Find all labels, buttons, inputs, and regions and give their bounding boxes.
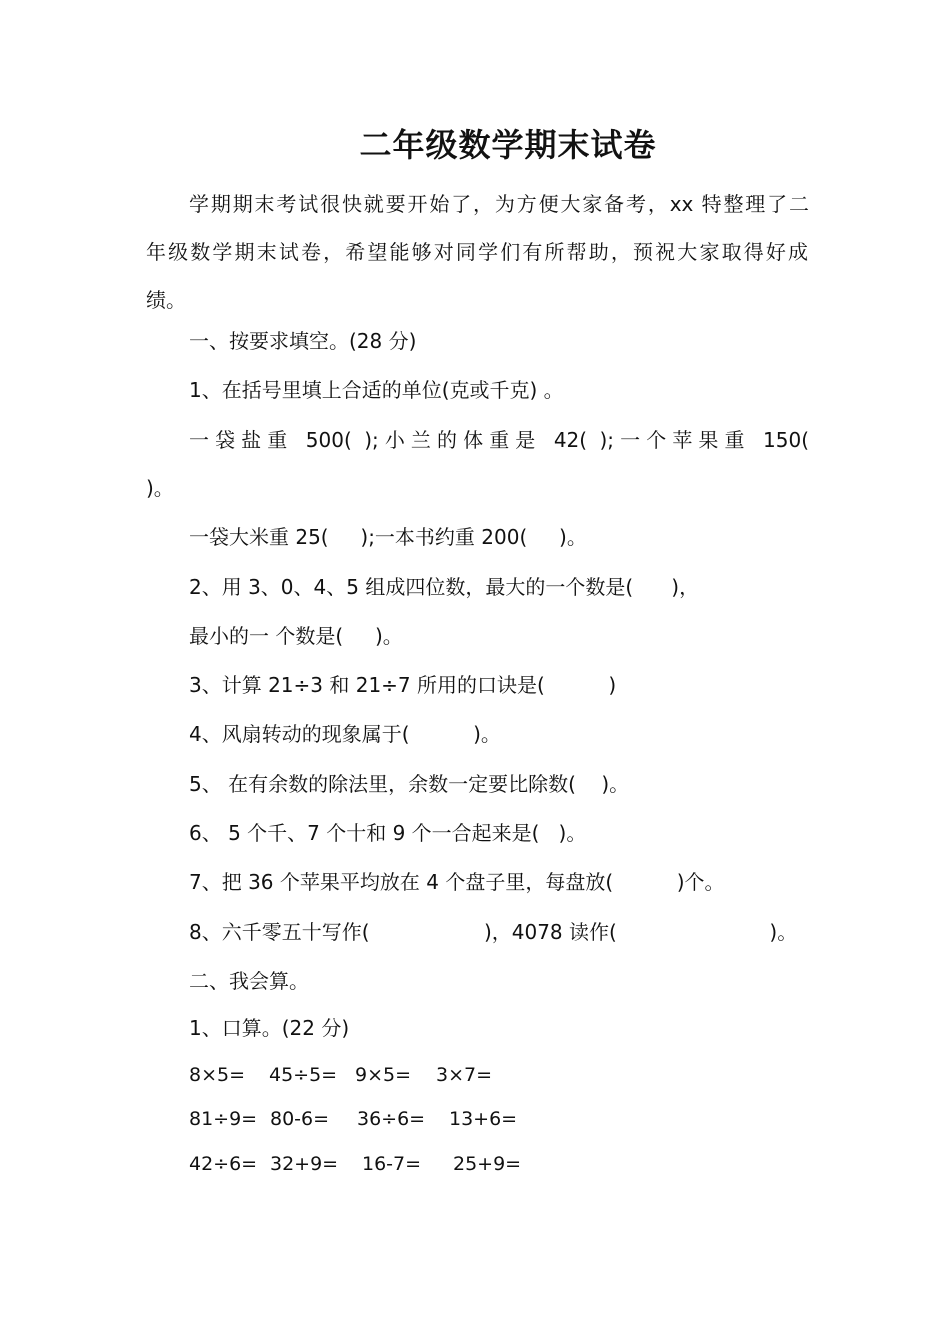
- question-5: 5、 在有余数的除法里，余数一定要比除数( )。: [189, 772, 630, 796]
- question-3: 3、计算 21÷3 和 21÷7 所用的口诀是( ): [189, 673, 617, 697]
- intro-line-1: 学期期末考试很快就要开始了，为方便大家备考，xx 特整理了二: [189, 192, 809, 216]
- intro-line-2: 年级数学期末试卷，希望能够对同学们有所帮助，预祝大家取得好成: [146, 240, 808, 264]
- question-6: 6、 5 个千、7 个十和 9 个一合起来是( )。: [189, 821, 587, 845]
- section2-sub1: 1、口算。(22 分): [189, 1016, 350, 1040]
- calc-item: 25+9=: [453, 1153, 522, 1175]
- calc-item: 36÷6=: [357, 1108, 426, 1130]
- question-1-line-a: 一袋盐重 500( );小兰的体重是 42( );一个苹果重 150(: [189, 428, 809, 452]
- calc-item: 80-6=: [270, 1108, 330, 1130]
- question-4: 4、风扇转动的现象属于( )。: [189, 722, 501, 746]
- question-1-line-b: )。: [146, 476, 174, 500]
- calc-item: 13+6=: [449, 1108, 518, 1130]
- calc-item: 42÷6=: [189, 1153, 258, 1175]
- intro-line-3: 绩。: [146, 288, 186, 312]
- calc-item: 81÷9=: [189, 1108, 258, 1130]
- question-1-line-c: 一袋大米重 25( );一本书约重 200( )。: [189, 525, 587, 549]
- calc-item: 3×7=: [436, 1064, 493, 1086]
- section1-heading: 一、按要求填空。(28 分): [189, 329, 417, 353]
- calc-item: 32+9=: [270, 1153, 339, 1175]
- question-7: 7、把 36 个苹果平均放在 4 个盘子里，每盘放( )个。: [189, 870, 725, 894]
- question-2: 2、用 3、0、4、5 组成四位数，最大的一个数是( )，: [189, 575, 700, 599]
- section2-heading: 二、我会算。: [189, 969, 309, 993]
- calc-item: 8×5=: [189, 1064, 246, 1086]
- question-2-line-b: 最小的一 个数是( )。: [189, 624, 403, 648]
- calc-item: 45÷5=: [269, 1064, 338, 1086]
- calc-item: 9×5=: [355, 1064, 412, 1086]
- question-8: 8、六千零五十写作( )，4078 读作( )。: [189, 920, 798, 944]
- document-title: 二年级数学期末试卷: [359, 126, 657, 164]
- question-1: 1、在括号里填上合适的单位(克或千克) 。: [189, 378, 564, 402]
- calc-item: 16-7=: [362, 1153, 422, 1175]
